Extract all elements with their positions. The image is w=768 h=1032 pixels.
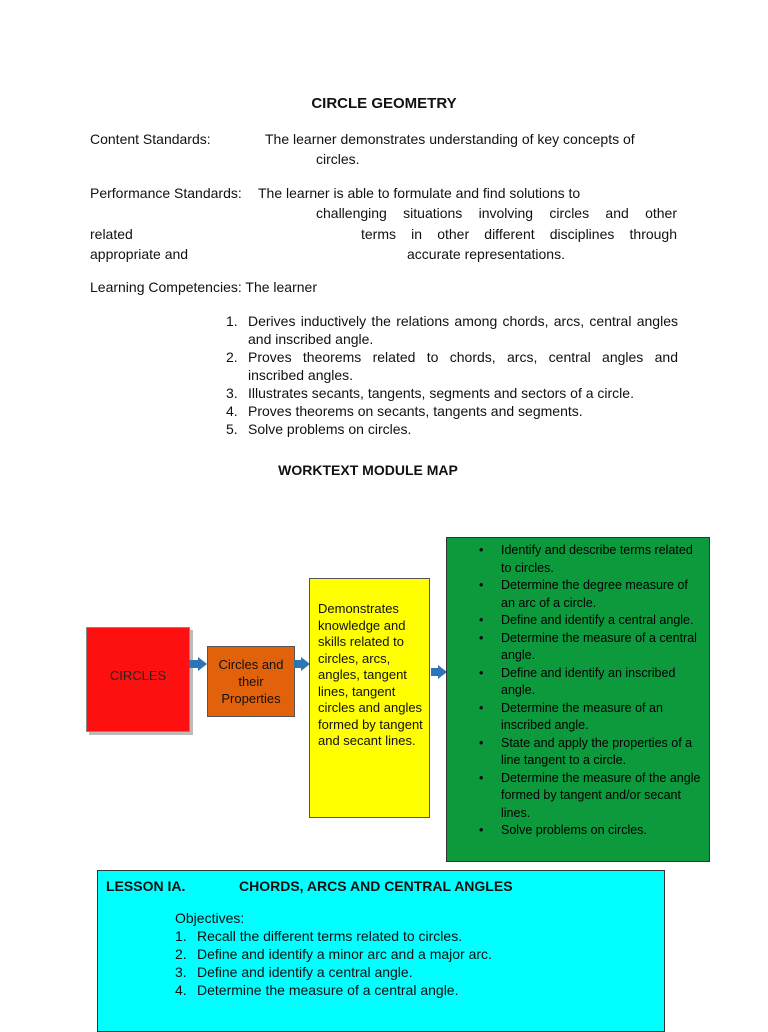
lesson-heading: CHORDS, ARCS AND CENTRAL ANGLES — [239, 878, 513, 894]
list-item — [226, 312, 678, 348]
lesson-box — [97, 870, 665, 1032]
list-item — [479, 542, 703, 577]
demonstrates-box — [309, 578, 430, 818]
list-item — [479, 822, 703, 840]
bullet-icon: • — [479, 665, 484, 680]
bullet-icon: • — [479, 700, 484, 715]
objective-text: State and apply the properties of a line tangent to a circle. — [501, 735, 693, 767]
list-item — [175, 927, 492, 945]
item-text: Recall the different terms related to circles. — [197, 928, 463, 944]
competencies-list — [226, 312, 678, 438]
objectives-list — [479, 542, 703, 840]
bullet-icon: • — [479, 613, 484, 627]
objective-text: Determine the measure of a central angle. — [501, 630, 697, 662]
item-number: 2. — [175, 946, 187, 962]
objective-text: Define and identify a central angle. — [501, 613, 694, 627]
item-text: Derives inductively the relations among chords, arcs, central angles and inscribed angle. — [248, 313, 678, 347]
performance-standards-appropriate: appropriate and — [90, 246, 189, 262]
item-text: Define and identify a minor arc and a major arc. — [197, 946, 492, 962]
content-standards-line1: The learner demonstrates understanding of key concepts of — [265, 131, 635, 147]
properties-box — [207, 646, 295, 717]
demonstrates-text: Demonstrates knowledge and skills related to circles, arcs, angles, tangent lines, tangent circles and angles formed by tangent and secant lines. — [318, 601, 423, 748]
learning-competencies-label: Learning Competencies: The learner — [90, 279, 317, 295]
item-number: 3. — [226, 385, 238, 401]
arrow-right-icon — [431, 665, 447, 679]
list-item — [479, 577, 703, 612]
item-number: 4. — [175, 982, 187, 998]
performance-standards-line1: The learner is able to formulate and find solutions to — [258, 185, 581, 201]
item-number: 1. — [226, 313, 238, 329]
list-item — [175, 963, 492, 981]
list-item — [226, 420, 678, 438]
lesson-objectives — [175, 909, 492, 999]
module-map-title: WORKTEXT MODULE MAP — [278, 462, 458, 478]
content-standards-label: Content Standards: — [90, 131, 211, 147]
arrow-right-icon — [294, 657, 310, 671]
bullet-icon: • — [479, 630, 484, 645]
content-standards-line2: circles. — [316, 151, 360, 167]
list-item — [226, 384, 678, 402]
objective-text: Determine the degree measure of an arc of a circle. — [501, 578, 688, 610]
list-item — [479, 630, 703, 665]
performance-standards-line3: terms in other different disciplines through — [361, 226, 677, 242]
item-text: Solve problems on circles. — [248, 421, 412, 437]
performance-standards-label: Performance Standards: — [90, 185, 242, 201]
objectives-label: Objectives: — [175, 910, 245, 926]
performance-standards-line4: accurate representations. — [407, 246, 565, 262]
item-text: Illustrates secants, tangents, segments and sectors of a circle. — [248, 385, 634, 401]
objective-text: Solve problems on circles. — [501, 823, 647, 837]
item-number: 5. — [226, 421, 238, 437]
list-item — [479, 700, 703, 735]
item-number: 4. — [226, 403, 238, 419]
lesson-label: LESSON IA. — [106, 878, 186, 894]
item-text: Determine the measure of a central angle. — [197, 982, 459, 998]
list-item — [479, 665, 703, 700]
bullet-icon: • — [479, 735, 484, 750]
page-title: CIRCLE GEOMETRY — [311, 95, 457, 112]
bullet-icon: • — [479, 823, 484, 837]
objectives-box — [446, 537, 710, 862]
list-item — [479, 770, 703, 823]
bullet-icon: • — [479, 543, 484, 557]
item-text: Proves theorems on secants, tangents and segments. — [248, 403, 583, 419]
objective-text: Identify and describe terms related to circles. — [501, 543, 693, 575]
item-text: Define and identify a central angle. — [197, 964, 413, 980]
circles-box — [86, 627, 190, 732]
circles-label: CIRCLES — [109, 668, 167, 683]
list-item — [226, 348, 678, 384]
list-item — [175, 945, 492, 963]
bullet-icon: • — [479, 578, 484, 592]
performance-standards-line2: challenging situations involving circles and other — [316, 205, 677, 221]
item-number: 3. — [175, 964, 187, 980]
item-number: 2. — [226, 349, 238, 365]
list-item — [479, 612, 703, 630]
arrow-right-icon — [189, 657, 207, 671]
list-item — [226, 402, 678, 420]
lesson-objectives-list — [175, 927, 492, 999]
objective-text: Define and identify an inscribed angle. — [501, 665, 676, 697]
objective-text: Determine the measure of the angle formed by tangent and/or secant lines. — [501, 770, 701, 820]
objective-text: Determine the measure of an inscribed angle. — [501, 700, 663, 732]
item-text: Proves theorems related to chords, arcs, central angles and inscribed angles. — [248, 349, 678, 383]
properties-label: Circles and their Properties — [218, 657, 284, 706]
bullet-icon: • — [479, 770, 484, 785]
list-item — [175, 981, 492, 999]
item-number: 1. — [175, 928, 187, 944]
performance-standards-related: related — [90, 226, 133, 242]
list-item — [479, 735, 703, 770]
